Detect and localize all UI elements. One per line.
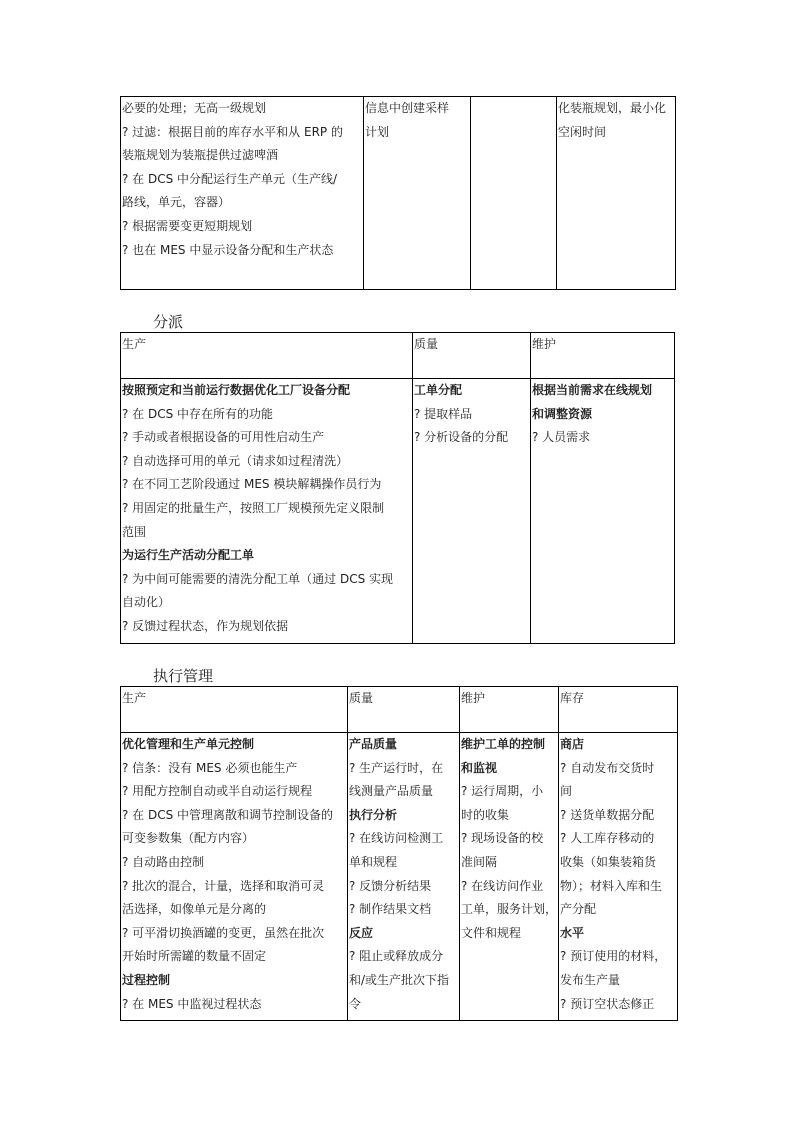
t2-maintenance-cell [531, 379, 675, 644]
cell-text-line: 线测量产品质量 [349, 784, 434, 799]
cell-text-line: ? 人员需求 [532, 430, 591, 445]
cell-text-line: ? 反馈分析结果 [349, 878, 432, 893]
cell-text-line: ? 自动路由控制 [122, 854, 205, 869]
section-title-execution: 执行管理 [153, 667, 214, 685]
cell-text-line: ? 人工库存移动的 [560, 831, 655, 846]
cell-subheading: 根据当前需求在线规划 [532, 383, 653, 397]
cell-text-line: 产分配 [560, 902, 597, 917]
t3-maintenance-cell [460, 733, 559, 1021]
cell-text-line: ? 在 DCS 中管理离散和调节控制设备的 [122, 807, 334, 822]
planning-table-continued [120, 96, 676, 290]
cell-text-line: 可变参数集（配方内容） [122, 831, 255, 846]
cell-text-line: 装瓶规划为装瓶提供过滤啤酒 [122, 148, 279, 163]
cell-text-line: 信息中创建采样 [365, 101, 450, 115]
cell-text-line: 间 [560, 784, 573, 799]
t3-quality-cell [348, 733, 460, 1021]
cell-text-line: ? 运行周期，小 [461, 784, 544, 799]
cell-text-line: ? 用固定的批量生产，按照工厂规模预先定义限制 [122, 500, 385, 515]
cell-subheading: 反应 [349, 925, 374, 940]
cell-text-line: 物）；材料入库和生 [560, 878, 663, 893]
cell-text-line: ? 现场设备的校 [461, 831, 544, 846]
cell-text-line: 文件和规程 [461, 925, 522, 940]
cell-text-line: 范围 [122, 524, 147, 539]
cell-text-line: 收集（如集装箱货 [560, 854, 657, 869]
cell-text-line: 计划 [365, 124, 390, 139]
cell-text-line: ? 反馈过程状态，作为规划依据 [122, 618, 289, 633]
cell-text-line: 单和规程 [349, 854, 398, 869]
cell-text-line: ? 也在 MES 中显示设备分配和生产状态 [122, 242, 334, 257]
cell-subheading: 过程控制 [122, 972, 171, 987]
cell-text-line: ? 自动选择可用的单元（请求如过程清洗） [122, 453, 349, 468]
cell-text-line: 准间隔 [461, 854, 498, 869]
cell-text-line: 开始时所需罐的数量不固定 [122, 949, 267, 964]
cell-subheading: 工单分配 [414, 383, 463, 397]
dispatch-table [120, 332, 675, 644]
cell-text-line: 令 [349, 996, 362, 1011]
cell-text-line: ? 在 DCS 中存在所有的功能 [122, 406, 274, 421]
cell-text-line: ? 用配方控制自动或半自动运行规程 [122, 784, 313, 799]
cell-text-line: ? 分析设备的分配 [414, 430, 509, 445]
t2-header-production: 生产 [121, 333, 413, 379]
cell-text-line: ? 根据需要变更短期规划 [122, 218, 253, 233]
cell-text-line: ? 批次的混合，计量，选择和取消可灵 [122, 878, 325, 893]
cell-subheading: 和调整资源 [532, 406, 593, 421]
t3-inventory-cell [559, 733, 678, 1021]
cell-text-line: ? 预订使用的材料， [560, 949, 667, 964]
cell-text-line: ? 制作结果文档 [349, 902, 432, 917]
cell-text-line: ? 预订空状态修正 [560, 996, 655, 1011]
t1-quality-cell [364, 97, 471, 290]
cell-subheading: 为运行生产活动分配工单 [122, 548, 255, 563]
cell-subheading: 维护工单的控制 [461, 737, 546, 751]
t3-header-inventory: 库存 [559, 687, 678, 733]
cell-text-line: ? 阻止或释放成分 [349, 949, 444, 964]
cell-text-line: ? 在 MES 中监视过程状态 [122, 996, 262, 1011]
execution-table [120, 686, 678, 1021]
cell-subheading: 按照预定和当前运行数据优化工厂设备分配 [122, 383, 351, 397]
cell-subheading: 优化管理和生产单元控制 [122, 737, 255, 751]
t3-header-quality: 质量 [348, 687, 460, 733]
t3-header-production: 生产 [121, 687, 348, 733]
cell-text-line: 活选择，如像单元是分离的 [122, 902, 267, 917]
cell-subheading: 产品质量 [349, 737, 398, 751]
cell-subheading: 水平 [560, 925, 585, 940]
cell-subheading: 和监视 [461, 760, 498, 775]
t1-production-cell [121, 97, 364, 290]
cell-text-line: 时的收集 [461, 807, 510, 822]
cell-text-line: 自动化） [122, 595, 171, 610]
t1-maintenance-cell [471, 97, 557, 290]
cell-text-line: 化装瓶规划，最小化 [558, 101, 667, 115]
cell-text-line: ? 在线访问作业 [461, 878, 544, 893]
cell-text-line: ? 生产运行时，在 [349, 760, 444, 775]
cell-text-line: 发布生产量 [560, 972, 621, 987]
cell-text-line: ? 自动发布交货时 [560, 760, 655, 775]
cell-text-line: 空闲时间 [558, 124, 607, 139]
section-title-dispatch: 分派 [153, 313, 184, 331]
cell-text-line: ? 手动或者根据设备的可用性启动生产 [122, 430, 325, 445]
cell-text-line: 和/或生产批次下指 [349, 972, 450, 987]
t1-inventory-cell [557, 97, 676, 290]
t3-header-maintenance: 维护 [460, 687, 559, 733]
cell-text-line: ? 提取样品 [414, 406, 473, 421]
cell-text-line: ? 在线访问检测工 [349, 831, 444, 846]
t2-quality-cell [413, 379, 531, 644]
cell-text-line: ? 送货单数据分配 [560, 807, 655, 822]
cell-text-line: 工单，服务计划， [461, 902, 558, 917]
cell-text-line: ? 过滤：根据目前的库存水平和从 ERP 的 [122, 124, 343, 139]
cell-subheading: 商店 [560, 737, 585, 751]
cell-text-line: 必要的处理；无高一级规划 [122, 101, 267, 115]
cell-text-line: ? 在不同工艺阶段通过 MES 模块解耦操作员行为 [122, 477, 382, 492]
cell-text-line: ? 信条：没有 MES 必须也能生产 [122, 760, 298, 775]
cell-text-line: ? 在 DCS 中分配运行生产单元（生产线/ [122, 171, 338, 186]
t2-header-quality: 质量 [413, 333, 531, 379]
cell-text-line: ? 可平滑切换酒罐的变更，虽然在批次 [122, 925, 325, 940]
cell-subheading: 执行分析 [349, 807, 398, 822]
cell-text-line: 路线，单元，容器） [122, 195, 231, 210]
t3-production-cell [121, 733, 348, 1021]
cell-text-line: ? 为中间可能需要的清洗分配工单（通过 DCS 实现 [122, 571, 394, 586]
t2-header-maintenance: 维护 [531, 333, 675, 379]
t2-production-cell [121, 379, 413, 644]
